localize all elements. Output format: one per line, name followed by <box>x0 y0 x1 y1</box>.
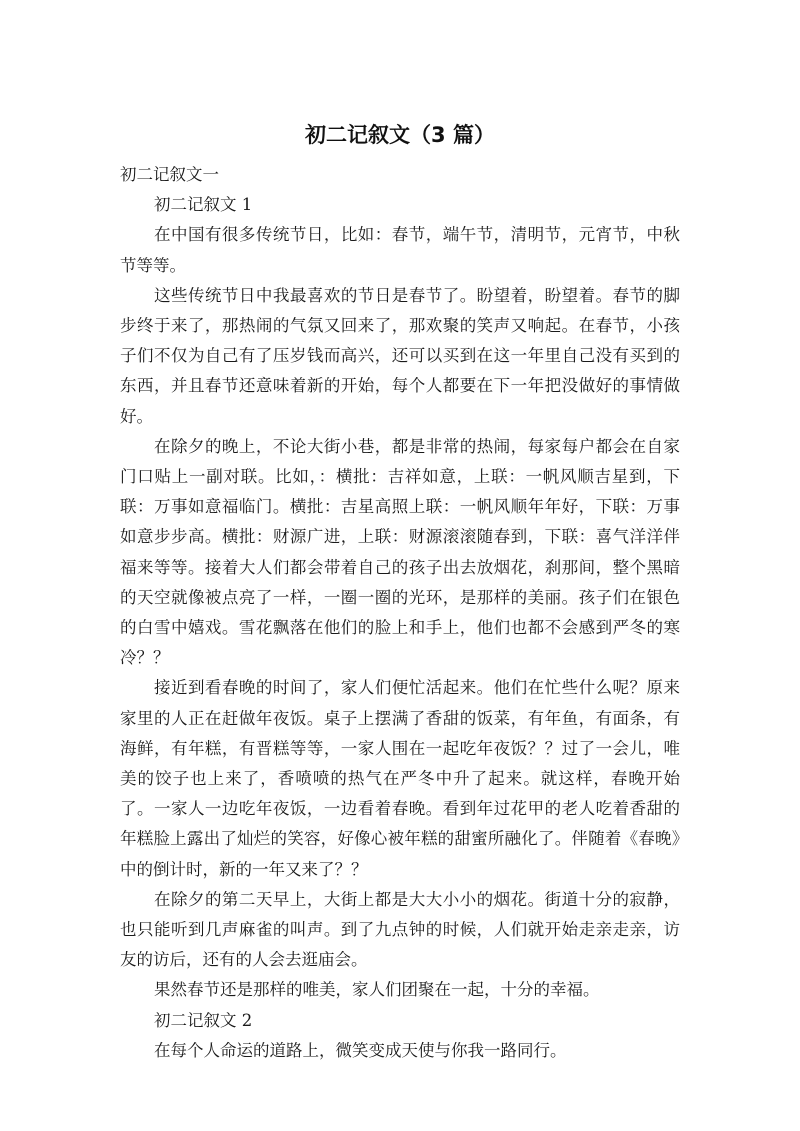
document-title: 初二记叙文（3 篇） <box>305 123 495 147</box>
body-paragraph: 在每个人命运的道路上，微笑变成天使与你我一路同行。 <box>154 1040 567 1060</box>
section-heading: 初二记叙文一 <box>120 165 219 184</box>
body-paragraph: 在除夕的晚上，不论大街小巷，都是非常的热闹，每家每户都会在自家门口贴上一副对联。比如，：横批：吉祥如意，上联：一帆风顺吉星到，下联：万事如意福临门。横批：吉星高照上联：一帆风顺年年好，下联：万事如意步步高。横批：财源广进，上联：财源滚滚随春到，下联：喜气洋洋伴福来等等。接着大人们都会带着自己的孩子出去放烟花，刹那间，整个黑暗的天空就像被点亮了一样，一圈一圈的光环，是那样的美丽。孩子们在银色的白雪中嬉戏。雪花飘落在他们的脸上和手上，他们也都不会感到严冬的寒冷？？ <box>120 436 680 668</box>
body-paragraph: 在中国有很多传统节日，比如：春节，端午节，清明节，元宵节，中秋节等等。 <box>120 225 680 275</box>
body-paragraph: 果然春节还是那样的唯美，家人们团聚在一起，十分的幸福。 <box>154 980 600 1000</box>
subsection-heading: 初二记叙文 2 <box>154 1010 253 1030</box>
document-body <box>120 160 680 1066</box>
subsection-heading: 初二记叙文 1 <box>154 195 253 215</box>
body-paragraph: 这些传统节日中我最喜欢的节日是春节了。盼望着，盼望着。春节的脚步终于来了，那热闹的气氛又回来了，那欢聚的笑声又响起。在春节，小孩子们不仅为自己有了压岁钱而高兴，还可以买到在这一年里自己没有买到的东西，并且春节还意味着新的开始，每个人都要在下一年把没做好的事情做好。 <box>120 285 680 426</box>
body-paragraph: 在除夕的第二天早上，大街上都是大大小小的烟花。街道十分的寂静，也只能听到几声麻雀的叫声。到了九点钟的时候，人们就开始走亲走亲，访友的访后，还有的人会去逛庙会。 <box>120 889 680 970</box>
body-paragraph: 接近到看春晚的时间了，家人们便忙活起来。他们在忙些什么呢？原来家里的人正在赶做年夜饭。桌子上摆满了香甜的饭菜，有年鱼，有面条，有海鲜，有年糕，有晋糕等等，一家人围在一起吃年夜饭？？过了一会儿，唯美的饺子也上来了，香喷喷的热气在严冬中升了起来。就这样，春晚开始了。一家人一边吃年夜饭，一边看着春晚。看到年过花甲的老人吃着香甜的年糕脸上露出了灿烂的笑容，好像心被年糕的甜蜜所融化了。伴随着《春晚》中的倒计时，新的一年又来了？？ <box>120 678 680 879</box>
